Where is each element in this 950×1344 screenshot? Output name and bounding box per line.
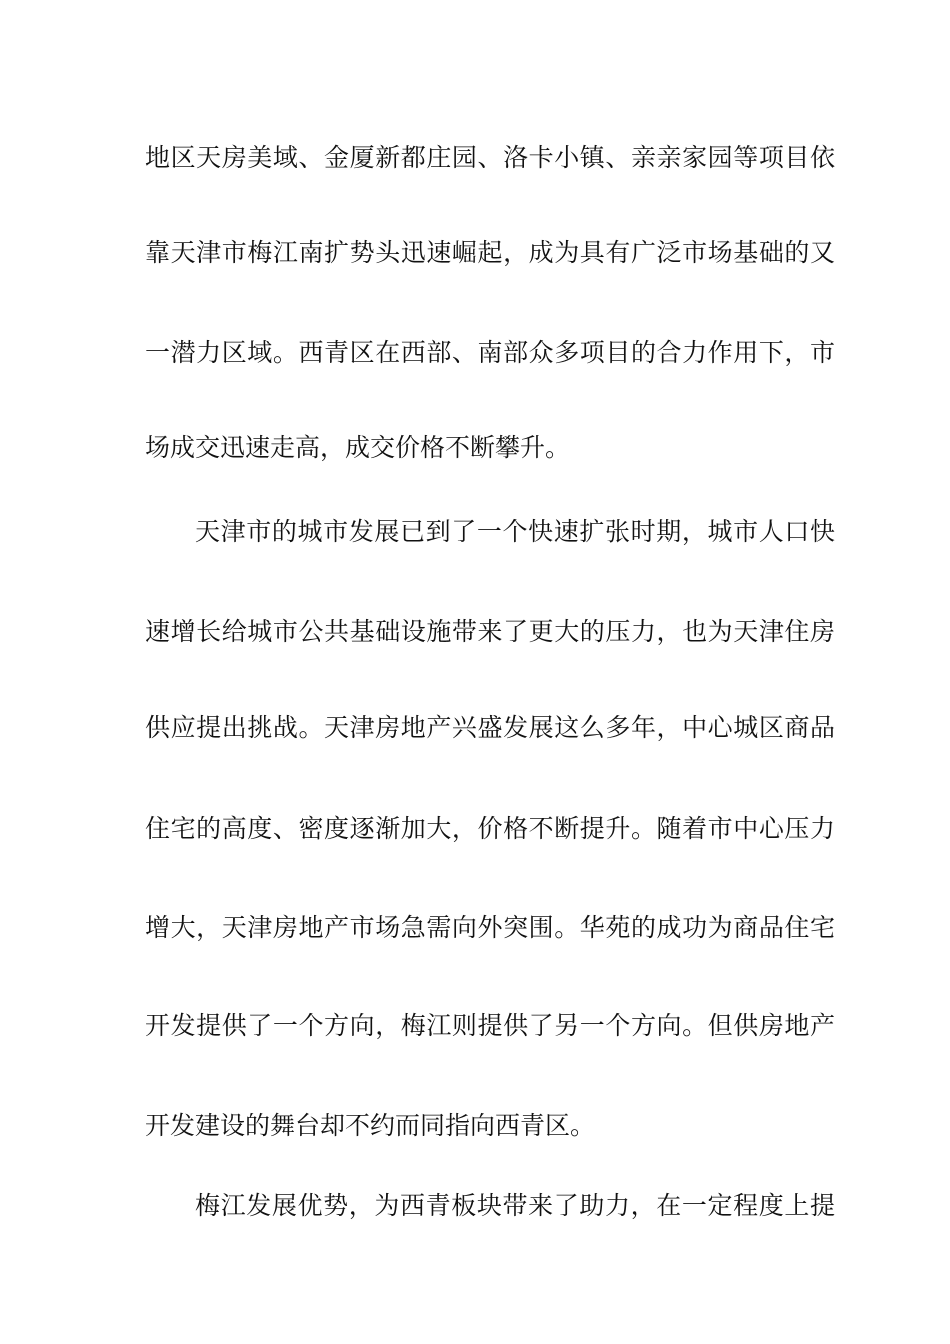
text-line: 速增长给城市公共基础设施带来了更大的压力，也为天津住房 <box>145 617 835 646</box>
paragraph-first-line: 天津市的城市发展已到了一个快速扩张时期，城市人口快 <box>195 517 835 546</box>
text-line: 开发提供了一个方向，梅江则提供了另一个方向。但供房地产 <box>145 1011 835 1040</box>
text-line: 场成交迅速走高，成交价格不断攀升。 <box>145 433 571 462</box>
text-line: 供应提出挑战。天津房地产兴盛发展这么多年，中心城区商品 <box>145 713 835 742</box>
text-line: 开发建设的舞台却不约而同指向西青区。 <box>145 1111 596 1140</box>
text-line: 一潜力区域。西青区在西部、南部众多项目的合力作用下，市 <box>145 338 835 367</box>
text-line: 靠天津市梅江南扩势头迅速崛起，成为具有广泛市场基础的又 <box>145 238 835 267</box>
text-line: 增大，天津房地产市场急需向外突围。华苑的成功为商品住宅 <box>145 913 835 942</box>
text-line: 地区天房美域、金厦新都庄园、洛卡小镇、亲亲家园等项目依 <box>145 143 835 172</box>
paragraph-first-line: 梅江发展优势，为西青板块带来了助力，在一定程度上提 <box>195 1191 835 1220</box>
text-line: 住宅的高度、密度逐渐加大，价格不断提升。随着市中心压力 <box>145 814 835 843</box>
